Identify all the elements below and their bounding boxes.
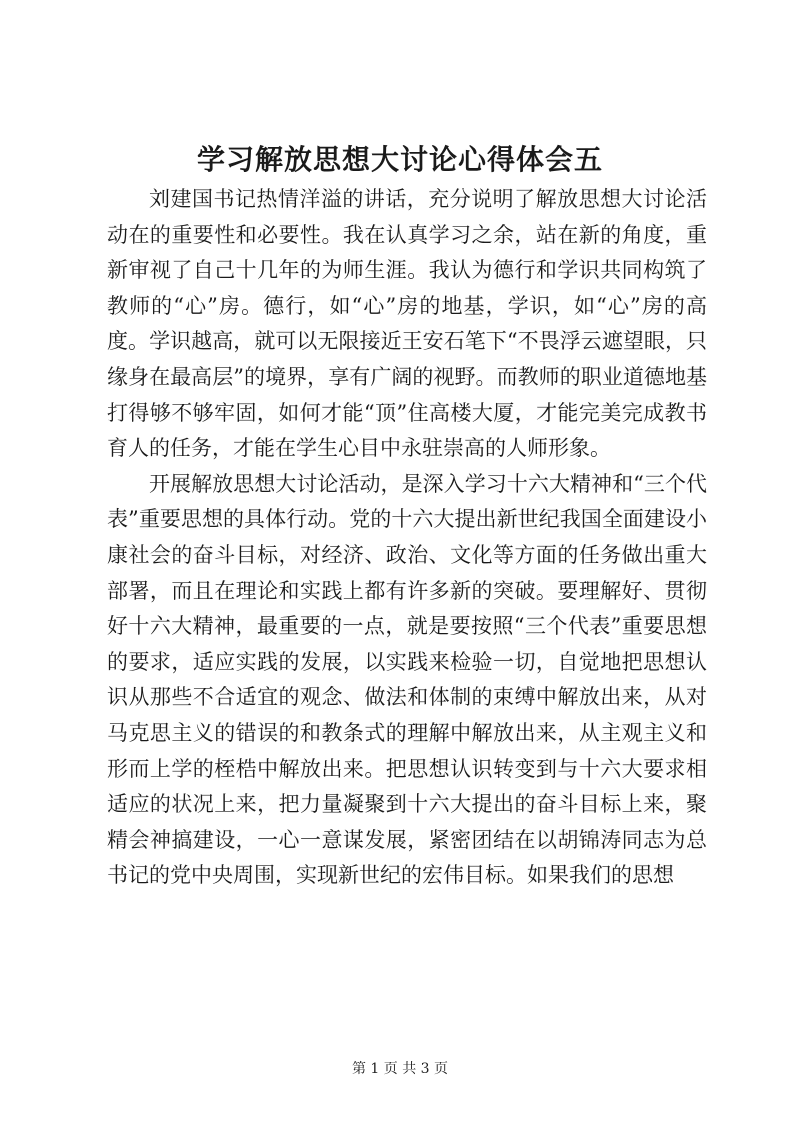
page-footer: 第 1 页 共 3 页 xyxy=(351,1061,449,1077)
paragraph-1: 刘建国书记热情洋溢的讲话，充分说明了解放思想大讨论活动在的重要性和必要性。我在认真学习之余，站在新的角度，重新审视了自己十几年的为师生涯。我认为德行和学识共同构筑了教师的“心”房。德行，如“心”房的地基，学识，如“心”房的高度。学识越高，就可以无限接近王安石笔下“不畏浮云遮望眼，只缘身在最高层”的境界，享有广阔的视野。而教师的职业道德地基打得够不够牢固，如何才能“顶”住高楼大厦，才能完美完成教书育人的任务，才能在学生心目中永驻崇高的人师形象。 xyxy=(107,187,707,461)
paragraph-2: 开展解放思想大讨论活动，是深入学习十六大精神和“三个代表”重要思想的具体行动。党的十六大提出新世纪我国全面建设小康社会的奋斗目标，对经济、政治、文化等方面的任务做出重大部署，而且在理论和实践上都有许多新的突破。要理解好、贯彻好十六大精神，最重要的一点，就是要按照“三个代表”重要思想的要求，适应实践的发展，以实践来检验一切，自觉地把思想认识从那些不合适宜的观念、做法和体制的束缚中解放出来，从对马克思主义的错误的和教条式的理解中解放出来，从主观主义和形而上学的桎梏中解放出来。把思想认识转变到与十六大要求相适应的状况上来，把力量凝聚到十六大提出的奋斗目标上来，聚精会神搞建设，一心一意谋发展，紧密团结在以胡锦涛同志为总书记的党中央周围，实现新世纪的宏伟目标。如果我们的思想 xyxy=(107,471,707,888)
document-title: 学习解放思想大讨论心得体会五 xyxy=(196,143,603,176)
document-body xyxy=(107,182,707,894)
